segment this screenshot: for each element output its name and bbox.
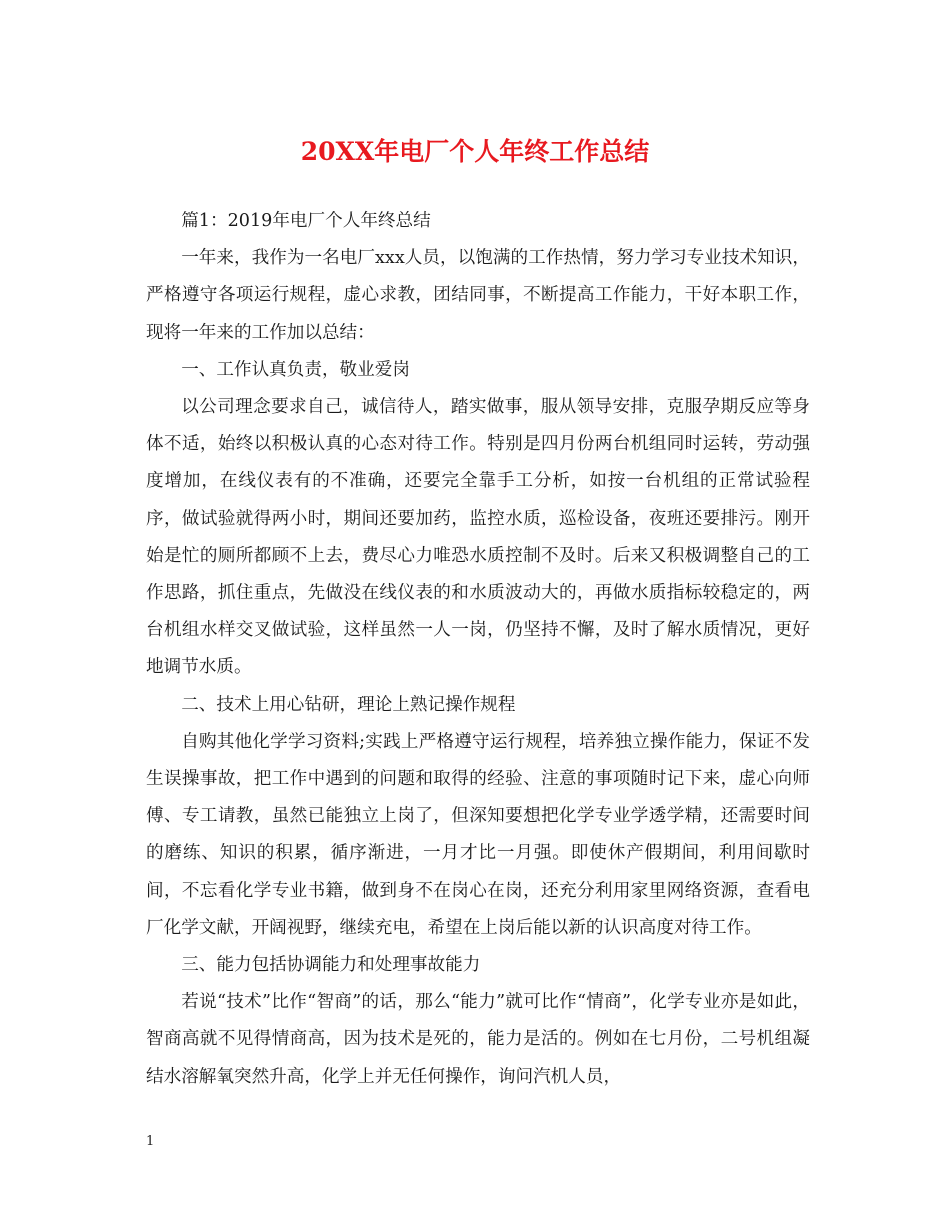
paragraph-intro: 一年来，我作为一名电厂xxx人员，以饱满的工作热情，努力学习专业技术知识，严格遵守各项运行规程，虚心求教，团结同事，不断提高工作能力，干好本职工作，现将一年来的工作加以总结： [146,248,810,343]
paragraph-section-1: 以公司理念要求自己，诚信待人，踏实做事，服从领导安排，克服孕期反应等身体不适，始终以积极认真的心态对待工作。特别是四月份两台机组同时运转，劳动强度增加，在线仪表有的不准确，还要完全靠手工分析，如按一台机组的正常试验程序，做试验就得两小时，期间还要加药，监控水质，巡检设备，夜班还要排污。刚开始是忙的厕所都顾不上去，费尽心力唯恐水质控制不及时。后来又积极调整自己的工作思路，抓住重点，先做没在线仪表的和水质波动大的，再做水质指标较稳定的，两台机组水样交叉做试验，这样虽然一人一岗，仍坚持不懈，及时了解水质情况，更好地调节水质。 [146,397,810,678]
section-heading-2: 二、技术上用心钻研，理论上熟记操作规程 [181,694,516,715]
paragraph-section-2: 自购其他化学学习资料;实践上严格遵守运行规程，培养独立操作能力，保证不发生误操事故，把工作中遇到的问题和取得的经验、注意的事项随时记下来，虚心向师傅、专工请教，虽然已能独立上岗了，但深知要想把化学专业学透学精，还需要时间的磨练、知识的积累，循序渐进，一月才比一月强。即使休产假期间，利用间歇时间，不忘看化学专业书籍，做到身不在岗心在岗，还充分利用家里网络资源，查看电厂化学文献，开阔视野，继续充电，希望在上岗后能以新的认识高度对待工作。 [146,731,810,938]
document-body [146,203,810,1096]
paragraph-section-3: 若说“技术”比作“智商”的话，那么“能力”就可比作“情商”，化学专业亦是如此，智商高就不见得情商高，因为技术是死的，能力是活的。例如在七月份，二号机组凝结水溶解氧突然升高，化学上并无任何操作，询问汽机人员， [146,992,810,1087]
section-heading-article-1: 篇1：2019年电厂个人年终总结 [181,211,431,231]
section-heading-1: 一、工作认真负责，敬业爱岗 [181,359,410,380]
document-title: 20XX年电厂个人年终工作总结 [300,137,650,166]
page-number: 1 [146,1134,155,1149]
section-heading-3: 三、能力包括协调能力和处理事故能力 [181,955,481,976]
